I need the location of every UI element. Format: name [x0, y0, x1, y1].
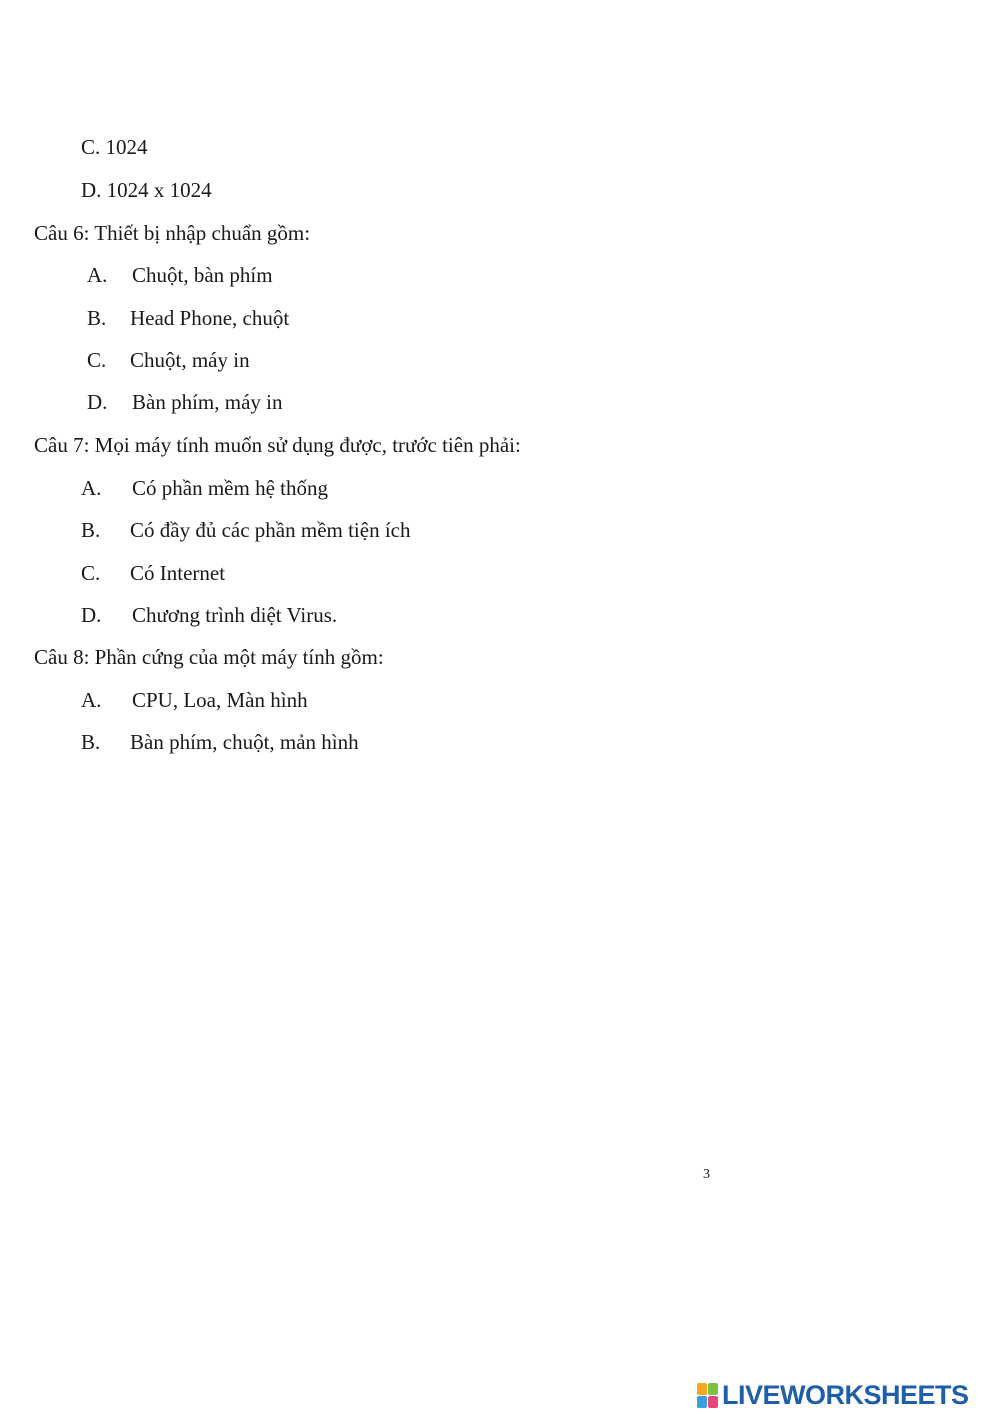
q6-option-a-letter: A.	[87, 263, 108, 287]
q7-option-d-letter: D.	[81, 603, 102, 627]
q6-option-b-letter: B.	[87, 306, 107, 330]
q6-option-a-text: Chuột, bàn phím	[132, 263, 273, 287]
logo-block-i	[708, 1383, 718, 1395]
q7-option-b-text: Có đầy đủ các phần mềm tiện ích	[130, 518, 411, 542]
q8-option-a-letter: A.	[81, 688, 102, 712]
liveworksheets-brand[interactable]	[697, 1380, 969, 1410]
q7-option-b-letter: B.	[81, 518, 101, 542]
liveworksheets-wordmark: LIVEWORKSHEETS	[722, 1380, 969, 1410]
logo-block-v	[697, 1396, 707, 1408]
q7-option-c-text: Có Internet	[130, 561, 226, 585]
q8-option-b-text: Bàn phím, chuột, mản hình	[130, 730, 359, 754]
q6-option-c-letter: C.	[87, 348, 107, 372]
q7-option-a-letter: A.	[81, 476, 102, 500]
q8-option-b-letter: B.	[81, 730, 101, 754]
q6-option-c-text: Chuột, máy in	[130, 348, 250, 372]
logo-block-e	[708, 1396, 718, 1408]
question-8-title: Câu 8: Phần cứng của một máy tính gồm:	[34, 645, 384, 669]
liveworksheets-logo-icon	[697, 1383, 718, 1408]
page-number: 3	[703, 1167, 710, 1182]
option-d-previous: D. 1024 x 1024	[81, 178, 212, 202]
q8-option-a-text: CPU, Loa, Màn hình	[132, 688, 308, 712]
question-7-title: Câu 7: Mọi máy tính muốn sử dụng được, trước tiên phải:	[34, 433, 521, 457]
q6-option-b-text: Head Phone, chuột	[130, 306, 290, 330]
q6-option-d-letter: D.	[87, 390, 108, 414]
q7-option-a-text: Có phần mềm hệ thống	[132, 476, 328, 500]
question-6-title: Câu 6: Thiết bị nhập chuẩn gồm:	[34, 221, 311, 245]
q7-option-c-letter: C.	[81, 561, 101, 585]
option-c-previous: C. 1024	[81, 135, 148, 159]
logo-block-l	[697, 1383, 707, 1395]
q6-option-d-text: Bàn phím, máy in	[132, 390, 283, 414]
q7-option-d-text: Chương trình diệt Virus.	[132, 603, 338, 627]
